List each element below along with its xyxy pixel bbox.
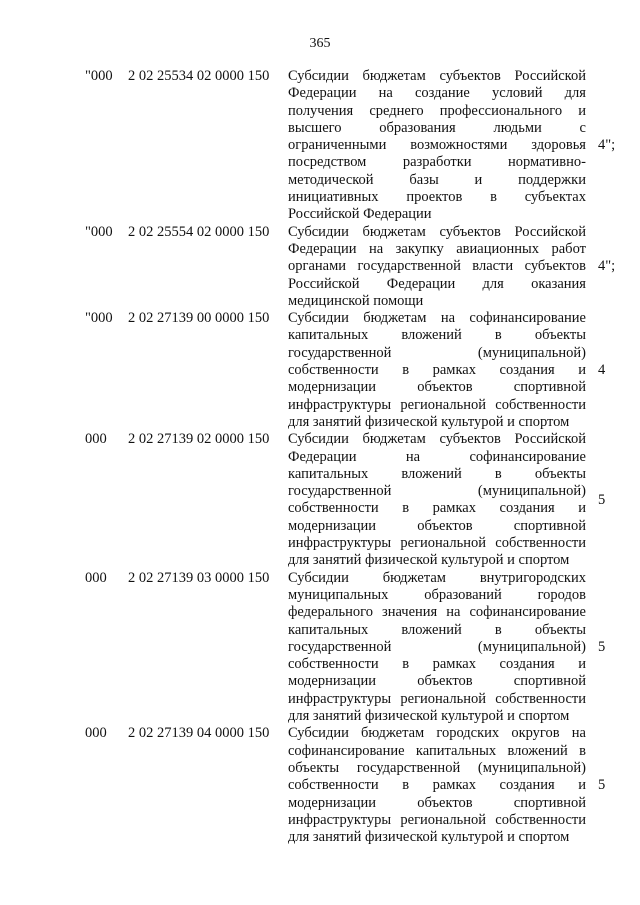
description-line: модернизации объектов спортивной (288, 517, 586, 534)
description-line: софинансирование капитальных вложений в (288, 742, 586, 759)
description-line: Федерации на софинансирование (288, 448, 586, 465)
description-line: капитальных вложений в объекты (288, 327, 586, 344)
description-line: муниципальных образований городов (288, 586, 586, 603)
row-code: 000 (85, 431, 107, 448)
description-line: модернизации объектов спортивной (288, 379, 586, 396)
description-line: собственности в рамках создания и (288, 777, 586, 794)
description-line: Субсидии бюджетам внутригородских (288, 569, 586, 586)
description-line: Субсидии бюджетам на софинансирование (288, 310, 586, 327)
table-row (0, 725, 640, 846)
row-description (288, 431, 586, 569)
description-line: органами государственной власти субъектов (288, 258, 586, 275)
description-line: федерального значения на софинансирование (288, 604, 586, 621)
description-line: Субсидии бюджетам субъектов Российской (288, 223, 586, 240)
description-line: методической базы и поддержки (288, 171, 586, 188)
description-line: Федерации на закупку авиационных работ (288, 240, 586, 257)
description-line: для занятий физической культурой и спортом (288, 552, 570, 569)
row-budget-code: 2 02 25554 02 0000 150 (128, 223, 270, 240)
row-code: 000 (85, 569, 107, 586)
description-line: получения среднего профессионального и (288, 102, 586, 119)
description-line: инфраструктуры региональной собственности (288, 690, 586, 707)
row-description (288, 570, 586, 726)
description-line: Федерации на создание условий для (288, 85, 586, 102)
description-line: объекты государственной (муниципальной) (288, 759, 586, 776)
description-line: инициативных проектов в субъектах (288, 189, 586, 206)
row-budget-code: 2 02 27139 03 0000 150 (128, 569, 270, 586)
row-number: 4"; (598, 137, 616, 154)
row-code: 000 (85, 725, 107, 742)
description-line: капитальных вложений в объекты (288, 621, 586, 638)
table-row (0, 431, 640, 569)
description-line: модернизации объектов спортивной (288, 794, 586, 811)
description-line: Субсидии бюджетам субъектов Российской (288, 68, 586, 84)
row-number: 5 (598, 777, 606, 794)
description-line: инфраструктуры региональной собственности (288, 811, 586, 828)
table-row (0, 310, 640, 431)
page-number: 365 (309, 36, 331, 51)
row-code: "000 (85, 310, 113, 327)
row-code: "000 (85, 223, 113, 240)
description-line: модернизации объектов спортивной (288, 673, 586, 690)
row-budget-code: 2 02 27139 04 0000 150 (128, 725, 270, 742)
description-line: государственной (муниципальной) (288, 344, 586, 361)
row-budget-code: 2 02 25534 02 0000 150 (128, 68, 270, 84)
row-description (288, 224, 586, 310)
row-number: 5 (598, 638, 606, 655)
description-line: государственной (муниципальной) (288, 638, 586, 655)
description-line: посредством разработки нормативно- (288, 154, 586, 171)
description-line: Субсидии бюджетам городских округов на (288, 725, 586, 742)
row-number: 4 (598, 362, 606, 379)
table-row (0, 224, 640, 311)
description-line: медицинской помощи (288, 292, 424, 309)
table-row (0, 570, 640, 726)
row-number: 5 (598, 491, 606, 508)
description-line: ограниченными возможностями здоровья (288, 137, 586, 154)
description-line: высшего образования людьми с (288, 119, 586, 136)
description-line: капитальных вложений в объекты (288, 465, 586, 482)
row-description (288, 310, 586, 431)
table-row (0, 68, 640, 224)
description-line: для занятий физической культурой и спортом (288, 413, 570, 430)
row-description (288, 68, 586, 224)
description-line: инфраструктуры региональной собственности (288, 396, 586, 413)
description-line: собственности в рамках создания и (288, 362, 586, 379)
description-line: Российской Федерации (288, 206, 432, 223)
row-description (288, 725, 586, 846)
description-line: Российской Федерации для оказания (288, 275, 586, 292)
description-line: собственности в рамках создания и (288, 656, 586, 673)
row-code: "000 (85, 68, 113, 84)
description-line: государственной (муниципальной) (288, 483, 586, 500)
description-line: собственности в рамках создания и (288, 500, 586, 517)
row-number: 4"; (598, 258, 616, 275)
row-budget-code: 2 02 27139 00 0000 150 (128, 310, 270, 327)
description-line: для занятий физической культурой и спортом (288, 708, 570, 725)
row-budget-code: 2 02 27139 02 0000 150 (128, 431, 270, 448)
description-line: для занятий физической культурой и спортом (288, 829, 570, 846)
description-line: инфраструктуры региональной собственности (288, 535, 586, 552)
description-line: Субсидии бюджетам субъектов Российской (288, 431, 586, 448)
